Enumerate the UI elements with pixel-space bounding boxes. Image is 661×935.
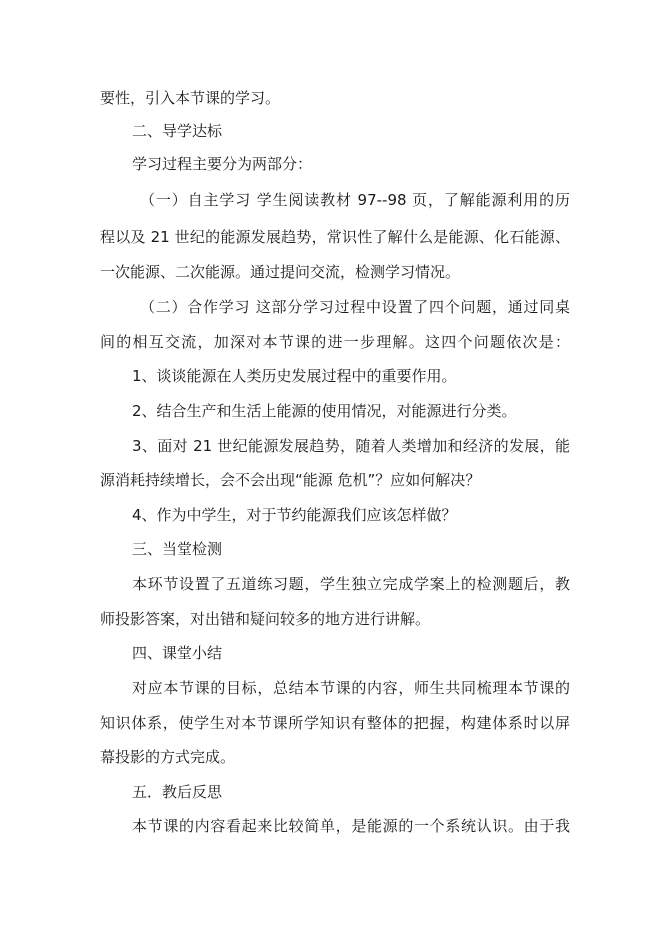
section-heading-guided-learning: 二、导学达标: [132, 122, 223, 140]
paragraph-line: 幕投影的方式完成。: [100, 748, 236, 766]
section-heading-summary: 四、课堂小结: [132, 644, 223, 662]
paragraph-line: 源消耗持续增长，会不会出现“能源 危机”？应如何解决？: [100, 471, 481, 489]
paragraph-line: 间的相互交流，加深对本节课的进一步理解。这四个问题依次是：: [100, 333, 570, 351]
list-item: 2、结合生产和生活上能源的使用情况，对能源进行分类。: [132, 402, 517, 420]
paragraph-line: 学习过程主要分为两部分：: [132, 155, 313, 173]
paragraph-line: 本节课的内容看起来比较简单，是能源的一个系统认识。由于我: [132, 817, 570, 835]
paragraph-line: 知识体系，使学生对本节课所学知识有整体的把握，构建体系时以屏: [100, 714, 570, 732]
paragraph-line: 一次能源、二次能源。通过提问交流，检测学习情况。: [100, 263, 461, 281]
paragraph-line: （二）合作学习 这部分学习过程中设置了四个问题，通过同桌: [140, 298, 570, 316]
list-item: 4、作为中学生，对于节约能源我们应该怎样做？: [132, 506, 457, 524]
paragraph-line: 程以及 21 世纪的能源发展趋势，常识性了解什么是能源、化石能源、: [100, 228, 570, 246]
paragraph-line: 师投影答案，对出错和疑问较多的地方进行讲解。: [100, 610, 431, 628]
paragraph-line: 要性，引入本节课的学习。: [100, 89, 281, 107]
section-heading-reflection: 五．教后反思: [132, 783, 223, 801]
paragraph-line: 对应本节课的目标，总结本节课的内容，师生共同梳理本节课的: [132, 679, 570, 697]
paragraph-line: 本环节设置了五道练习题，学生独立完成学案上的检测题后，教: [132, 575, 570, 593]
list-item: 1、谈谈能源在人类历史发展过程中的重要作用。: [132, 367, 457, 385]
paragraph-line: （一）自主学习 学生阅读教材 97--98 页，了解能源利用的历: [140, 191, 570, 209]
list-item: 3、面对 21 世纪能源发展趋势，随着人类增加和经济的发展，能: [132, 437, 570, 455]
section-heading-classroom-test: 三、当堂检测: [132, 540, 223, 558]
